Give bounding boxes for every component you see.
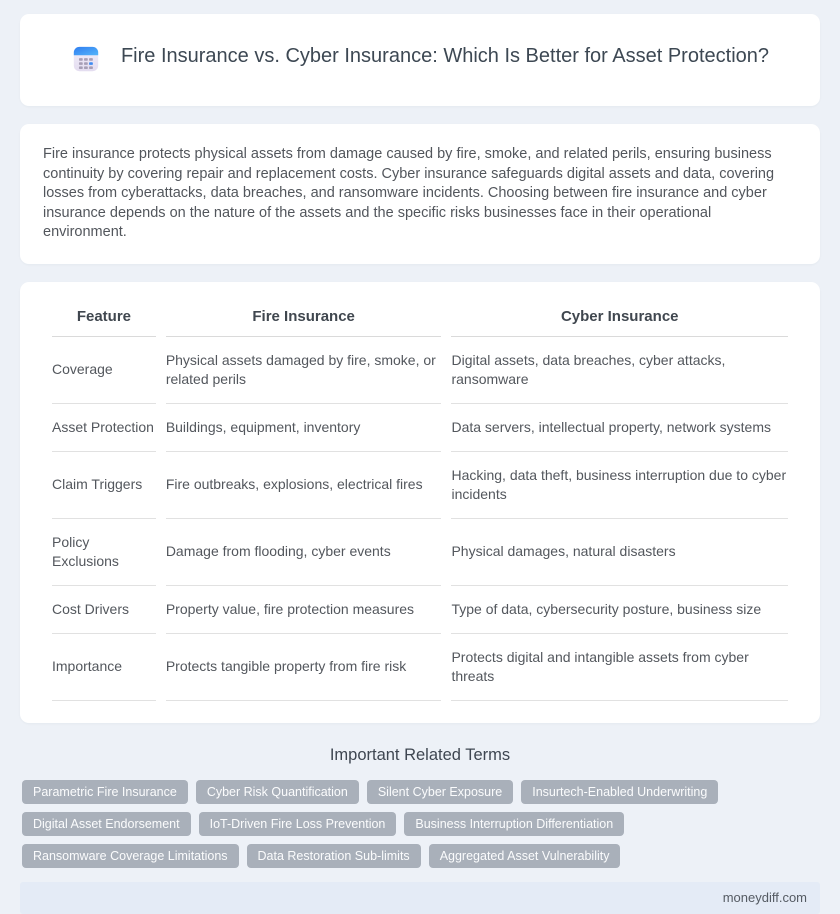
cyber-insurance-cell: Digital assets, data breaches, cyber attacks, ransomware [451, 337, 788, 404]
term-tag: Digital Asset Endorsement [22, 812, 191, 836]
term-tag: Silent Cyber Exposure [367, 780, 513, 804]
table-row [52, 519, 788, 586]
term-tag: Business Interruption Differentiation [404, 812, 624, 836]
description-card [20, 124, 820, 264]
fire-insurance-cell: Property value, fire protection measures [166, 586, 442, 634]
fire-insurance-cell: Buildings, equipment, inventory [166, 404, 442, 452]
cyber-insurance-cell: Hacking, data theft, business interruption due to cyber incidents [451, 452, 788, 519]
fire-insurance-cell: Damage from flooding, cyber events [166, 519, 442, 586]
term-tag: IoT-Driven Fire Loss Prevention [199, 812, 397, 836]
cyber-insurance-cell: Type of data, cybersecurity posture, business size [451, 586, 788, 634]
table-row [52, 452, 788, 519]
cyber-insurance-cell: Physical damages, natural disasters [451, 519, 788, 586]
calendar-icon [71, 44, 101, 79]
feature-cell: Claim Triggers [52, 452, 156, 519]
comparison-table [42, 298, 798, 701]
feature-cell: Policy Exclusions [52, 519, 156, 586]
term-tag: Ransomware Coverage Limitations [22, 844, 239, 868]
cyber-insurance-cell: Protects digital and intangible assets from cyber threats [451, 634, 788, 701]
page-background [0, 14, 840, 905]
table-header-fire-insurance: Fire Insurance [166, 298, 442, 337]
related-terms-heading: Important Related Terms [329, 745, 511, 764]
term-tag: Data Restoration Sub-limits [247, 844, 421, 868]
feature-cell: Coverage [52, 337, 156, 404]
cyber-insurance-cell: Data servers, intellectual property, network systems [451, 404, 788, 452]
table-header-row [52, 298, 788, 337]
feature-cell: Importance [52, 634, 156, 701]
table-row [52, 337, 788, 404]
fire-insurance-cell: Physical assets damaged by fire, smoke, or related perils [166, 337, 442, 404]
footer-domain: moneydiff.com [722, 890, 807, 905]
feature-cell: Cost Drivers [52, 586, 156, 634]
table-header-cyber-insurance: Cyber Insurance [451, 298, 788, 337]
term-tag: Insurtech-Enabled Underwriting [521, 780, 718, 804]
term-tag: Parametric Fire Insurance [22, 780, 188, 804]
feature-cell: Asset Protection [52, 404, 156, 452]
fire-insurance-cell: Protects tangible property from fire risk [166, 634, 442, 701]
comparison-table-card [20, 282, 820, 723]
table-row [52, 404, 788, 452]
related-terms-list [22, 780, 818, 868]
term-tag: Aggregated Asset Vulnerability [429, 844, 621, 868]
table-row [52, 586, 788, 634]
table-row [52, 634, 788, 701]
page-title: Fire Insurance vs. Cyber Insurance: Which Is Better for Asset Protection? [120, 45, 770, 67]
description-text: Fire insurance protects physical assets from damage caused by fire, smoke, and related perils, ensuring business continuity by covering repair and replacement costs. Cyber insurance safeguards digital assets and data, covering losses from cyberattacks, data breaches, and ransomware incidents. Choosing between fire insurance and cyber insurance depends on the nature of the assets and the specific risks businesses face in their operational environment. [43, 146, 775, 240]
title-card [20, 14, 820, 106]
table-header-feature: Feature [52, 298, 156, 337]
footer-bar [20, 882, 820, 914]
fire-insurance-cell: Fire outbreaks, explosions, electrical fires [166, 452, 442, 519]
term-tag: Cyber Risk Quantification [196, 780, 359, 804]
